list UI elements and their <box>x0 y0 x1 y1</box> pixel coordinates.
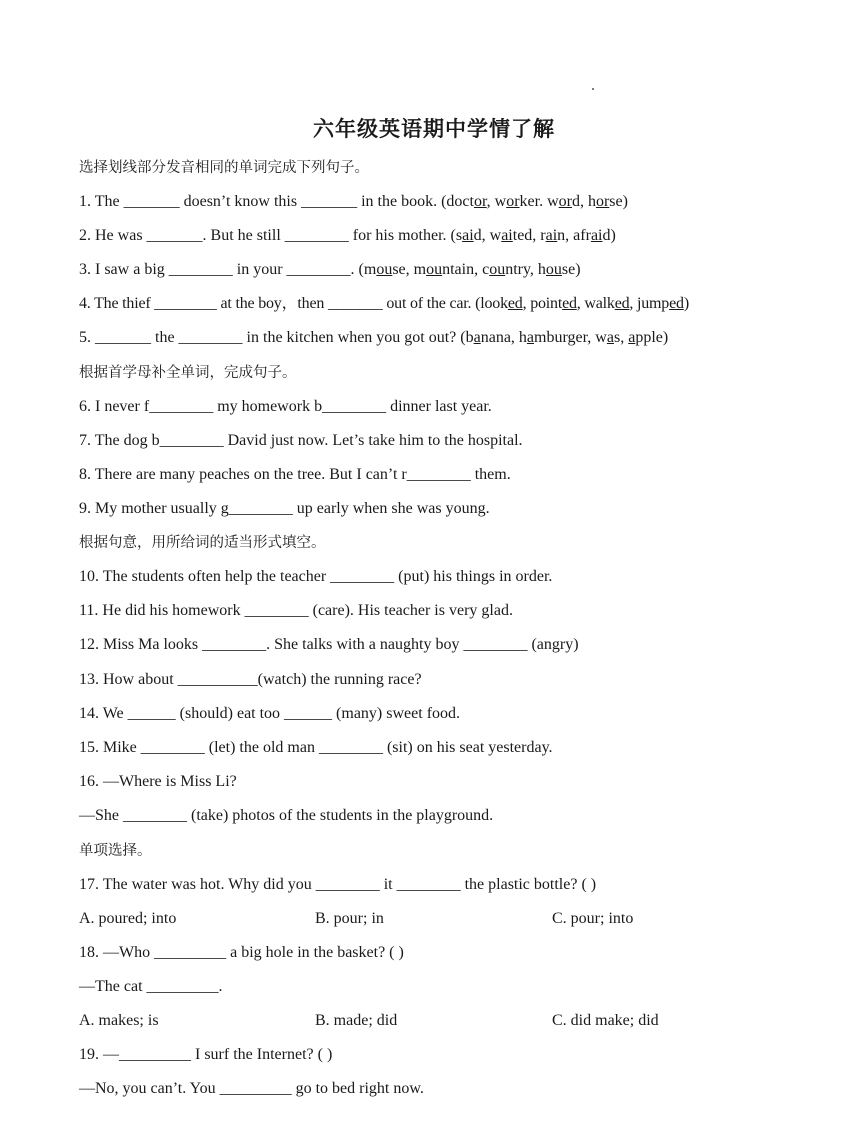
section-heading-initial-letters: 根据首学母补全单词，完成句子。 <box>79 365 297 381</box>
question-18-option-c: C. did make; did <box>552 1012 659 1029</box>
question-19-line-2: —No, you can’t. You _________ go to bed right now. <box>79 1080 424 1097</box>
section-heading-word-forms: 根据句意，用所给词的适当形式填空。 <box>79 535 326 551</box>
question-2: 2. He was _______. But he still ________ for his mother. (said, waited, rain, afraid) <box>79 227 616 244</box>
question-10: 10. The students often help the teacher ________ (put) his things in order. <box>79 568 553 585</box>
question-12: 12. Miss Ma looks ________. She talks with a naughty boy ________ (angry) <box>79 636 579 653</box>
question-16-line-2: —She ________ (take) photos of the students in the playground. <box>79 807 494 824</box>
question-13: 13. How about __________(watch) the running race? <box>79 671 422 688</box>
section-heading-multiple-choice: 单项选择。 <box>79 843 152 859</box>
question-18-line-2: —The cat _________. <box>79 978 223 995</box>
question-14: 14. We ______ (should) eat too ______ (many) sweet food. <box>79 705 461 722</box>
question-19: 19. —_________ I surf the Internet? ( ) <box>79 1046 333 1063</box>
page-title: 六年级英语期中学情了解 <box>313 117 555 141</box>
question-1: 1. The _______ doesn’t know this _______ in the book. (doctor, worker. word, horse) <box>79 193 628 210</box>
question-7: 7. The dog b________ David just now. Let’s take him to the hospital. <box>79 432 523 449</box>
question-15: 15. Mike ________ (let) the old man ________ (sit) on his seat yesterday. <box>79 739 553 756</box>
question-11: 11. He did his homework ________ (care). His teacher is very glad. <box>79 602 513 619</box>
question-17-option-c: C. pour; into <box>552 910 634 927</box>
question-16-line-1: 16. —Where is Miss Li? <box>79 773 237 790</box>
question-17-option-b: B. pour; in <box>315 910 384 927</box>
question-3: 3. I saw a big ________ in your ________. (mouse, mountain, country, house) <box>79 261 581 278</box>
question-5: 5. _______ the ________ in the kitchen when you got out? (banana, hamburger, was, apple) <box>79 329 669 346</box>
question-9: 9. My mother usually g________ up early when she was young. <box>79 500 490 517</box>
question-18-option-b: B. made; did <box>315 1012 398 1029</box>
question-17: 17. The water was hot. Why did you ________ it ________ the plastic bottle? ( ) <box>79 876 597 893</box>
scan-speck <box>592 88 594 90</box>
section-heading-pronunciation: 选择划线部分发音相同的单词完成下列句子。 <box>79 160 369 176</box>
question-18: 18. —Who _________ a big hole in the basket? ( ) <box>79 944 404 961</box>
question-8: 8. There are many peaches on the tree. But I can’t r________ them. <box>79 466 511 483</box>
question-18-option-a: A. makes; is <box>79 1012 159 1029</box>
question-4: 4. The thief ________ at the boy，then _______ out of the car. (looked, pointed, walked, jumped) <box>79 295 689 312</box>
question-17-option-a: A. poured; into <box>79 910 177 927</box>
question-6: 6. I never f________ my homework b________ dinner last year. <box>79 398 492 415</box>
